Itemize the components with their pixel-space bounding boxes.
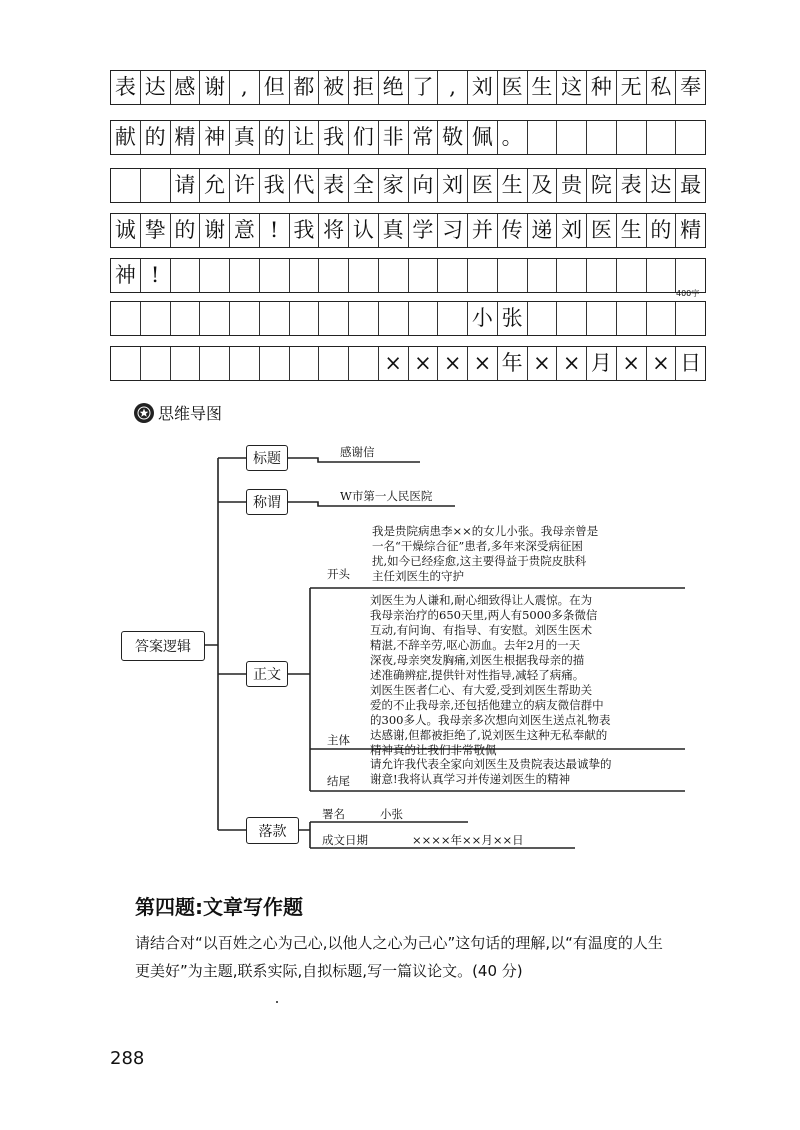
star-badge-icon [134, 403, 154, 423]
grid-cell [319, 259, 349, 292]
grid-cell: 全 [349, 169, 379, 202]
grid-cell: 奉 [680, 75, 702, 99]
ending-text: 请允许我代表全家向刘医生及贵院表达最诚挚的 谢意!我将认真学习并传递刘医生的精神 [370, 757, 612, 786]
grid-cell [438, 302, 468, 335]
grid-cell: 真 [230, 121, 260, 154]
grid-cell: 精 [171, 121, 201, 154]
grid-cell: 但 [260, 71, 290, 104]
grid-cell: , [438, 71, 468, 104]
grid-cell [617, 259, 647, 292]
main-text: 刘医生为人谦和,耐心细致得让人震惊。在为 我母亲治疗的650天里,两人有5000多条微信 互动,有问询、有指导、有安慰。刘医生医术 精湛,不辞辛劳,呕心沥血。去年2月的一天 深夜,母亲突发胸痛,刘医生根据我母亲的描 述准确辨症,提供针对性指导,减轻了病痛。 刘医生医者仁心、有大爱,受到刘医生帮助关 爱的不止我母亲,还包括他建立的病友微信群中 的300多人。我母亲多次想向刘医生送点礼物表 达感谢,但都被拒绝了,说刘医生这种无私奉献的 精神真的让我们非常敬佩 [370, 593, 611, 757]
grid-cell: × [557, 347, 587, 380]
grid-cell [438, 259, 468, 292]
grid-cell [290, 302, 320, 335]
grid-cell [587, 259, 617, 292]
grid-cell: 私 [647, 71, 677, 104]
grid-cell: 表 [319, 169, 349, 202]
grid-cell: 最 [680, 173, 702, 197]
grid-cell [557, 121, 587, 154]
grid-cell: 意 [230, 214, 260, 247]
grid-cell: 真 [379, 214, 409, 247]
grid-cell [349, 259, 379, 292]
grid-cell: 挚 [141, 214, 171, 247]
mindmap-heading-text: 思维导图 [158, 404, 223, 423]
grid-cell [230, 302, 260, 335]
grid-cell: 我 [290, 214, 320, 247]
grid-cell [230, 347, 260, 380]
grid-row [110, 258, 706, 293]
grid-cell: 神 [200, 121, 230, 154]
grid-cell: 贵 [557, 169, 587, 202]
grid-cell: 让 [290, 121, 320, 154]
grid-cell [319, 302, 349, 335]
grid-cell: 张 [498, 302, 528, 335]
grid-cell [349, 347, 379, 380]
grid-cell: 并 [468, 214, 498, 247]
grid-cell [617, 121, 647, 154]
grid-cell: 递 [528, 214, 558, 247]
grid-cell: 月 [587, 347, 617, 380]
grid-cell [647, 302, 677, 335]
grid-cell: 医 [468, 169, 498, 202]
question-title: 第四题:文章写作题 [135, 895, 303, 919]
grid-cell: 佩 [468, 121, 498, 154]
word-count-note: 400字 [676, 289, 700, 298]
grid-row [110, 213, 706, 248]
grid-cell: 绝 [379, 71, 409, 104]
grid-cell: 都 [290, 71, 320, 104]
grid-cell: 的 [260, 121, 290, 154]
grid-cell: 我 [260, 169, 290, 202]
grid-cell [676, 121, 705, 154]
grid-cell: 非 [379, 121, 409, 154]
grid-cell: 这 [557, 71, 587, 104]
grid-cell [290, 347, 320, 380]
grid-cell [676, 302, 705, 335]
question-line: 请结合对“以百姓之心为己心,以他人之心为己心”这句话的理解,以“有温度的人生 [135, 934, 663, 952]
grid-cell: 向 [409, 169, 439, 202]
grid-cell: 敬 [438, 121, 468, 154]
grid-cell [617, 302, 647, 335]
grid-cell [409, 302, 439, 335]
grid-cell [557, 302, 587, 335]
grid-cell [587, 302, 617, 335]
grid-cell [260, 347, 290, 380]
grid-row [110, 301, 706, 336]
grid-cell: 们 [349, 121, 379, 154]
grid-cell: 允 [200, 169, 230, 202]
question-body [135, 929, 675, 985]
grid-cell: 认 [349, 214, 379, 247]
grid-cell: 生 [617, 214, 647, 247]
title-content: 感谢信 [340, 445, 375, 459]
grid-cell: 诚 [111, 214, 141, 247]
grid-cell: 及 [528, 169, 558, 202]
grid-cell: × [438, 347, 468, 380]
grid-cell [528, 259, 558, 292]
grid-row [110, 70, 706, 105]
grid-cell [409, 259, 439, 292]
grid-cell [647, 259, 677, 292]
grid-cell: 生 [498, 169, 528, 202]
ending-label: 结尾 [327, 774, 350, 788]
grid-cell [171, 347, 201, 380]
grid-cell: × [647, 347, 677, 380]
grid-cell: 医 [498, 71, 528, 104]
grid-cell: ! [141, 259, 171, 292]
grid-cell [528, 121, 558, 154]
salutation-content: W市第一人民医院 [340, 489, 433, 503]
grid-cell: 小 [468, 302, 498, 335]
grid-cell: 常 [409, 121, 439, 154]
grid-cell: 刘 [557, 214, 587, 247]
grid-cell: 表 [111, 71, 141, 104]
grid-cell [379, 302, 409, 335]
date-content: ××××年××月××日 [412, 833, 524, 847]
opening-text: 我是贵院病患李××的女儿小张。我母亲曾是 一名“干燥综合征”患者,多年来深受病征困 扰,如今已经痊愈,这主要得益于贵院皮肤科 主任刘医生的守护 [372, 524, 599, 583]
grid-cell: 的 [141, 121, 171, 154]
grid-cell: 精 [680, 218, 702, 242]
grid-cell: 谢 [200, 71, 230, 104]
grid-cell [587, 121, 617, 154]
opening-label: 开头 [327, 567, 350, 581]
grid-cell [200, 259, 230, 292]
grid-cell: × [468, 347, 498, 380]
grid-cell: 谢 [200, 214, 230, 247]
question-line: 更美好”为主题,联系实际,自拟标题,写一篇议论文。(40 分) [135, 962, 523, 980]
grid-cell: × [379, 347, 409, 380]
grid-cell: 神 [111, 259, 141, 292]
grid-cell [171, 259, 201, 292]
grid-cell [557, 259, 587, 292]
salutation-node: 称谓 [246, 489, 288, 515]
date-label: 成文日期 [322, 833, 368, 847]
grid-cell: ! [260, 214, 290, 247]
grid-cell: 种 [587, 71, 617, 104]
grid-cell: 院 [587, 169, 617, 202]
grid-cell [290, 259, 320, 292]
signature-label: 署名 [322, 807, 345, 821]
grid-cell [260, 259, 290, 292]
grid-cell [141, 302, 171, 335]
grid-cell: 达 [141, 71, 171, 104]
grid-cell: × [617, 347, 647, 380]
grid-cell: 刘 [468, 71, 498, 104]
grid-cell [468, 259, 498, 292]
main-label: 主体 [327, 733, 350, 747]
grid-cell: 被 [319, 71, 349, 104]
grid-row [110, 168, 706, 203]
grid-cell: 年 [498, 347, 528, 380]
grid-cell: 了 [409, 71, 439, 104]
grid-cell: 日 [680, 351, 702, 375]
grid-cell: 请 [171, 169, 201, 202]
grid-cell: 。 [498, 121, 528, 154]
title-node: 标题 [246, 445, 288, 471]
stray-dot [276, 1001, 278, 1003]
grid-cell: 传 [498, 214, 528, 247]
grid-cell: 献 [111, 121, 141, 154]
grid-cell [319, 347, 349, 380]
grid-cell: 习 [438, 214, 468, 247]
grid-cell: 无 [617, 71, 647, 104]
grid-cell: 我 [319, 121, 349, 154]
grid-cell: 生 [528, 71, 558, 104]
mindmap-heading [134, 401, 222, 424]
grid-cell: 刘 [438, 169, 468, 202]
grid-cell [111, 347, 141, 380]
grid-cell [230, 259, 260, 292]
grid-cell: 达 [647, 169, 677, 202]
grid-cell: 表 [617, 169, 647, 202]
grid-cell [171, 302, 201, 335]
grid-cell [260, 302, 290, 335]
grid-row [110, 346, 706, 381]
grid-cell: 的 [647, 214, 677, 247]
grid-cell: 将 [319, 214, 349, 247]
grid-cell [200, 347, 230, 380]
grid-cell [498, 259, 528, 292]
grid-cell: 许 [230, 169, 260, 202]
grid-cell: 感 [171, 71, 201, 104]
signature-content: 小张 [380, 807, 403, 821]
grid-cell [528, 302, 558, 335]
grid-cell [647, 121, 677, 154]
grid-cell [141, 169, 171, 202]
grid-cell [379, 259, 409, 292]
grid-cell: 拒 [349, 71, 379, 104]
grid-cell: × [528, 347, 558, 380]
grid-cell: 家 [379, 169, 409, 202]
body-node: 正文 [246, 661, 288, 687]
grid-cell [111, 169, 141, 202]
grid-cell: 学 [409, 214, 439, 247]
grid-cell [111, 302, 141, 335]
grid-cell: 代 [290, 169, 320, 202]
grid-row [110, 120, 706, 155]
grid-cell [200, 302, 230, 335]
grid-cell: , [230, 71, 260, 104]
grid-cell: 医 [587, 214, 617, 247]
grid-cell: × [409, 347, 439, 380]
grid-cell [349, 302, 379, 335]
root-node: 答案逻辑 [121, 631, 205, 661]
signoff-node: 落款 [246, 817, 299, 844]
grid-cell: 的 [171, 214, 201, 247]
grid-cell [141, 347, 171, 380]
page-number: 288 [110, 1048, 145, 1069]
